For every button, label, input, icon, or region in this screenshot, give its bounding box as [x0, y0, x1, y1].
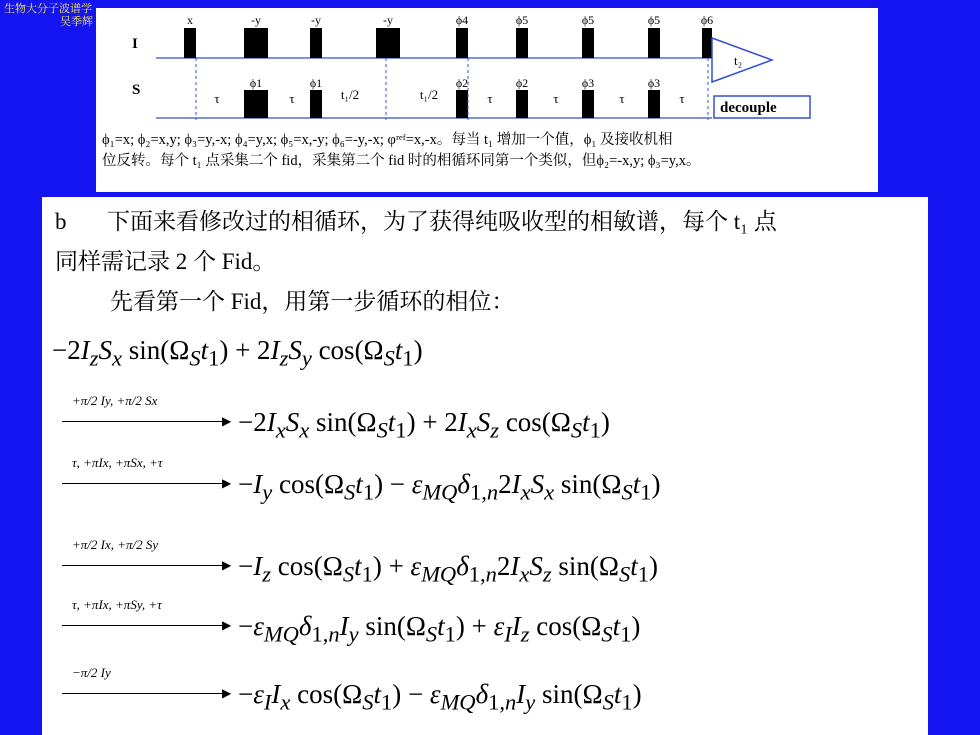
- pulse-sequence-diagram: [96, 8, 878, 192]
- step-arrow-line: [62, 625, 228, 626]
- paragraph-line2: 同样需记录 2 个 Fid。: [55, 249, 276, 274]
- step-arrow-head: ▶: [222, 618, 232, 632]
- step-result: $-\varepsilon_{MQ}\delta_{1,n}I_y$ $\sin(\Omega_St_1) + \varepsilon_II_z$ $\cos(\Omega_St_1)$: [238, 611, 641, 647]
- phase-cycle-text: [102, 130, 874, 172]
- step-result: $-I_y$ $\cos(\Omega_St_1) - \varepsilon_{MQ}\delta_{1,n}2I_xS_x$ $\sin(\Omega_St_1)$: [238, 469, 661, 505]
- step-arrow-head: ▶: [222, 476, 232, 490]
- i-pulse-phase: ϕ5: [515, 13, 529, 27]
- i-pulse: [702, 28, 712, 58]
- step-operator-label: −π/2 Iy: [72, 665, 111, 680]
- derivation-step: [42, 455, 928, 505]
- step-operator-label: τ, +πIx, +πSy, +τ: [72, 597, 162, 612]
- equation-initial: [52, 333, 423, 375]
- s-pulse: [648, 90, 660, 118]
- step-operator-label: +π/2 Iy, +π/2 Sx: [72, 393, 158, 408]
- s-pulse: [310, 90, 322, 118]
- s-pulse-phase: ϕ2: [455, 76, 469, 90]
- step-result: $-2I_xS_x$ $\sin(\Omega_St_1) + 2I_xS_z$ $\cos(\Omega_St_1)$: [238, 407, 610, 443]
- i-pulse: [648, 28, 660, 58]
- corner-label: [4, 2, 93, 28]
- svg-text:S: S: [132, 82, 141, 98]
- s-pulse-phase: ϕ1: [249, 76, 263, 90]
- delay-label: t₁/2: [340, 87, 360, 102]
- i-pulse: [244, 28, 268, 58]
- i-pulse-phase: -y: [383, 13, 393, 27]
- delay-label: τ: [679, 91, 685, 106]
- intro-text-1: 下面来看修改过的相循环，为了获得纯吸收型的相敏谱，每个 t₁ 点: [107, 209, 777, 234]
- step-result: $-I_z$ $\cos(\Omega_St_1) + \varepsilon_{MQ}\delta_{1,n}2I_xS_z$ $\sin(\Omega_St_1)$: [238, 551, 658, 587]
- i-pulse-phase: -y: [251, 13, 261, 27]
- acquisition-label: t₂: [734, 53, 743, 68]
- step-operator-label: +π/2 Ix, +π/2 Sy: [72, 537, 159, 552]
- delay-label: τ: [619, 91, 625, 106]
- corner-label-line1: 生物大分子波谱学: [4, 2, 92, 15]
- corner-label-line2: 吴季辉: [60, 15, 93, 28]
- i-pulse: [184, 28, 196, 58]
- i-pulse-phase: ϕ4: [455, 13, 469, 27]
- s-pulse-phase: ϕ3: [647, 76, 661, 90]
- delay-label: τ: [214, 91, 220, 106]
- decouple-label: decouple: [720, 100, 777, 116]
- row-label-i: [132, 36, 138, 52]
- step-arrow-head: ▶: [222, 686, 232, 700]
- i-pulse: [310, 28, 322, 58]
- step-result: $-\varepsilon_II_x$ $\cos(\Omega_St_1) - \varepsilon_{MQ}\delta_{1,n}I_y$ $\sin(\Omega_St_1)$: [238, 679, 642, 715]
- s-pulse-phase: ϕ3: [581, 76, 595, 90]
- i-pulse-phase: -y: [311, 13, 321, 27]
- i-pulse-phase: ϕ5: [647, 13, 661, 27]
- derivation-step: [42, 537, 928, 587]
- step-arrow-line: [62, 421, 228, 422]
- s-pulse: [516, 90, 528, 118]
- phase-text-line1: ϕ₁=x; ϕ₂=x,y; ϕ₃=y,-x; ϕ₄=y,x; ϕ₅=x,-y; ϕ₆=-y,-x; φʳᵉᶠ=x,-x。每当 t₁ 增加一个值，ϕ₁ 及接收机相: [102, 132, 673, 148]
- row-label-s: [132, 82, 140, 98]
- step-arrow-head: ▶: [222, 414, 232, 428]
- derivation-step: [42, 597, 928, 647]
- equation-initial-render: $-2I_zS_x$ $\sin(\Omega_St_1) + 2I_zS_y$ $\cos(\Omega_St_1)$: [52, 335, 423, 371]
- paragraph-line3: 先看第一个 Fid，用第一步循环的相位：: [110, 289, 515, 314]
- delay-label: τ: [289, 91, 295, 106]
- s-pulse: [582, 90, 594, 118]
- i-pulse-phase: ϕ5: [581, 13, 595, 27]
- s-pulse-phase: ϕ2: [515, 76, 529, 90]
- i-pulse: [582, 28, 594, 58]
- step-arrow-line: [62, 565, 228, 566]
- i-pulse-phase: x: [187, 13, 193, 27]
- section-label: b: [55, 209, 67, 234]
- step-arrow-head: ▶: [222, 558, 232, 572]
- s-pulse: [456, 90, 468, 118]
- s-pulse: [244, 90, 268, 118]
- i-pulse: [516, 28, 528, 58]
- derivation-step: [42, 393, 928, 443]
- delay-label: τ: [487, 91, 493, 106]
- i-pulse-phase: ϕ6: [700, 13, 714, 27]
- derivation-step: [42, 665, 928, 715]
- step-operator-label: τ, +πIx, +πSx, +τ: [72, 455, 163, 470]
- i-pulse: [456, 28, 468, 58]
- i-pulse: [376, 28, 400, 58]
- paragraph-line1: [55, 207, 777, 237]
- svg-text:I: I: [132, 36, 138, 52]
- s-pulse-phase: ϕ1: [309, 76, 323, 90]
- step-arrow-line: [62, 693, 228, 694]
- delay-label: τ: [553, 91, 559, 106]
- delay-label: t₁/2: [419, 87, 439, 102]
- step-arrow-line: [62, 483, 228, 484]
- phase-text-line2: 位反转。每个 t₁ 点采集二个 fid，采集第二个 fid 时的相循环同第一个类似，但ϕ₂=-x,y; ϕ₃=y,x。: [102, 153, 701, 169]
- main-content-panel: [42, 197, 928, 735]
